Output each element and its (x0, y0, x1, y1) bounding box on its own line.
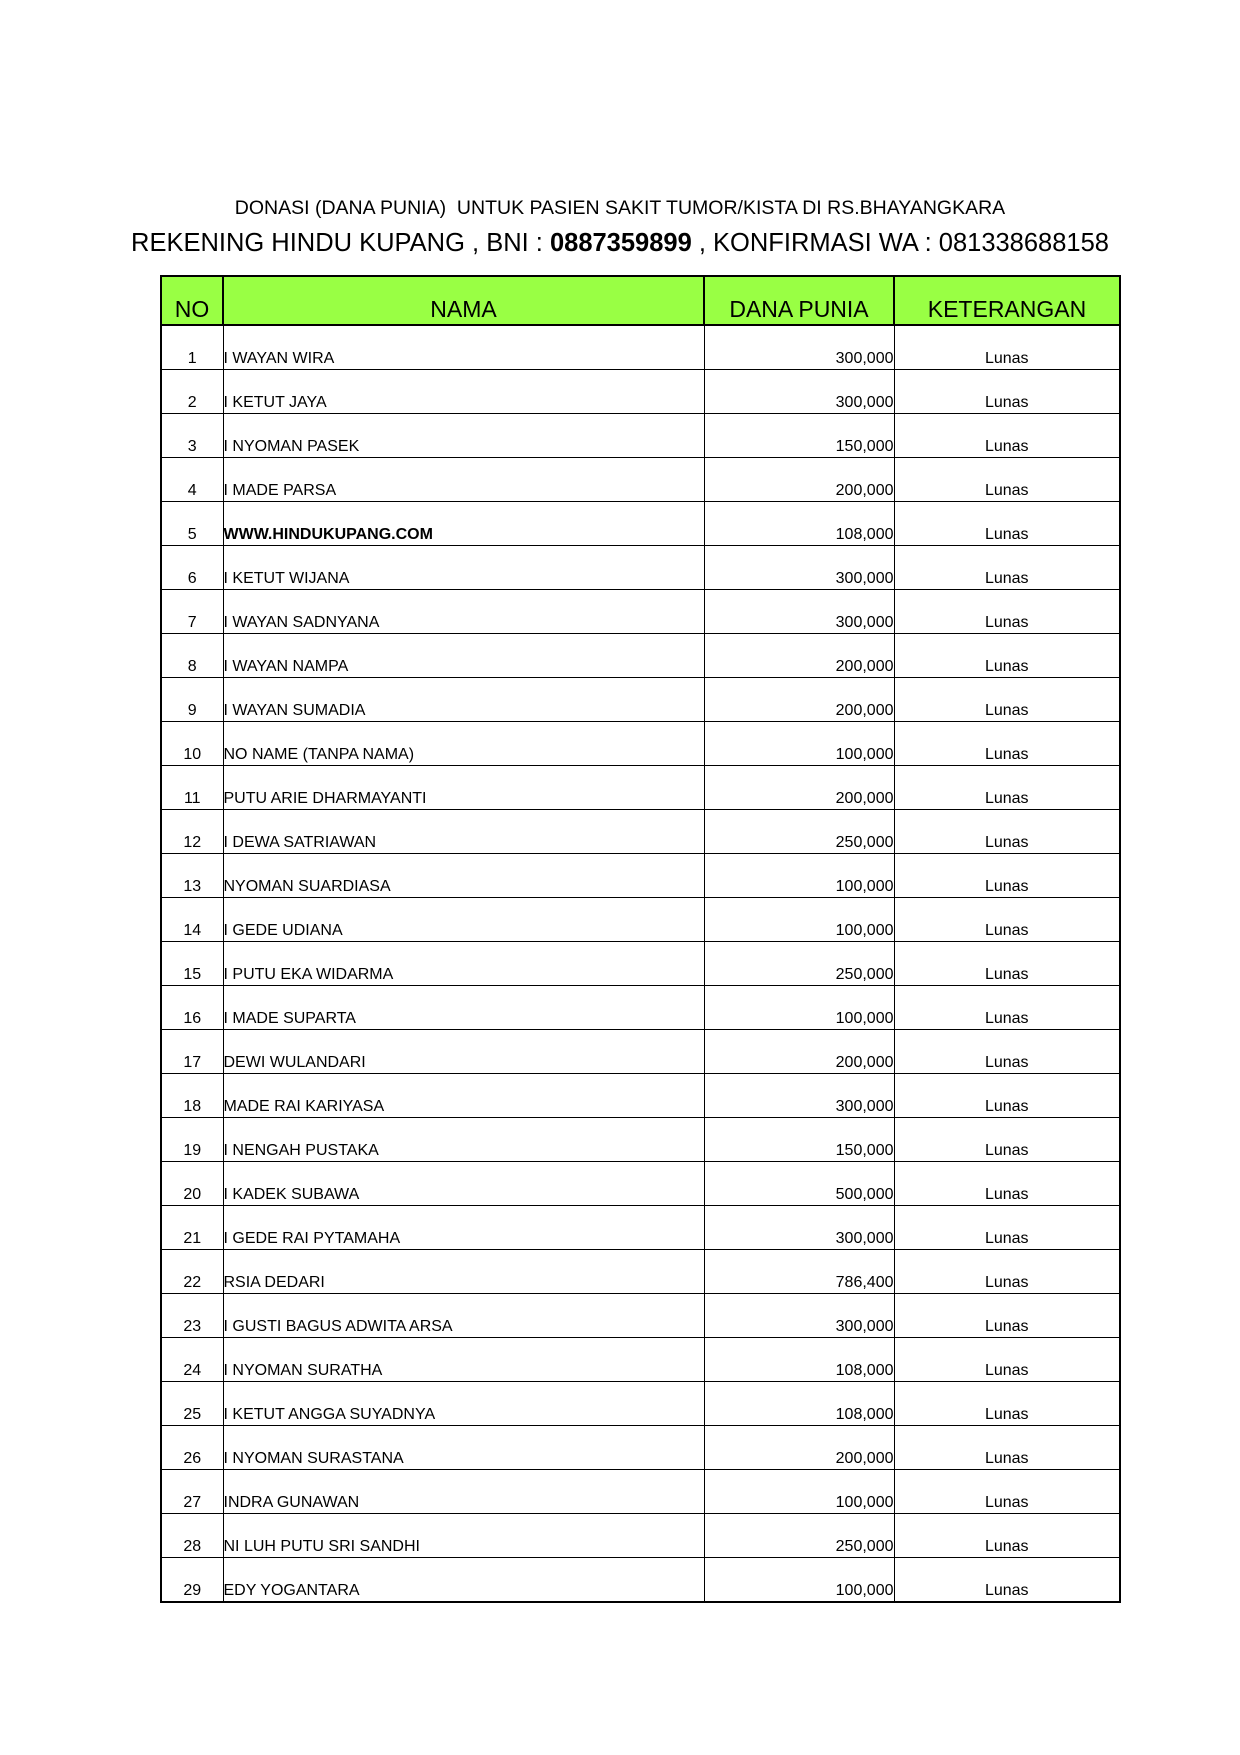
cell-keterangan: Lunas (894, 1206, 1120, 1250)
table-row (161, 810, 1120, 854)
table-header-row (161, 276, 1120, 325)
cell-keterangan: Lunas (894, 414, 1120, 458)
cell-dana-punia: 100,000 (704, 1558, 894, 1603)
cell-dana-punia: 200,000 (704, 678, 894, 722)
table-body (161, 325, 1120, 1602)
table-row (161, 1030, 1120, 1074)
cell-nama: I KETUT JAYA (223, 370, 704, 414)
cell-nama: DEWI WULANDARI (223, 1030, 704, 1074)
cell-dana-punia: 150,000 (704, 414, 894, 458)
cell-keterangan: Lunas (894, 766, 1120, 810)
cell-nama: RSIA DEDARI (223, 1250, 704, 1294)
cell-nama: I WAYAN WIRA (223, 325, 704, 370)
cell-no: 10 (161, 722, 223, 766)
cell-no: 6 (161, 546, 223, 590)
cell-dana-punia: 300,000 (704, 1294, 894, 1338)
table-row (161, 722, 1120, 766)
cell-dana-punia: 300,000 (704, 1074, 894, 1118)
table-row (161, 1558, 1120, 1603)
table-row (161, 634, 1120, 678)
cell-dana-punia: 100,000 (704, 1470, 894, 1514)
cell-no: 20 (161, 1162, 223, 1206)
cell-no: 24 (161, 1338, 223, 1382)
cell-keterangan: Lunas (894, 1030, 1120, 1074)
cell-nama: I NYOMAN SURATHA (223, 1338, 704, 1382)
cell-dana-punia: 300,000 (704, 1206, 894, 1250)
table-row (161, 898, 1120, 942)
cell-nama: INDRA GUNAWAN (223, 1470, 704, 1514)
cell-no: 1 (161, 325, 223, 370)
table-row (161, 325, 1120, 370)
table-row (161, 1426, 1120, 1470)
cell-dana-punia: 100,000 (704, 854, 894, 898)
cell-nama: WWW.HINDUKUPANG.COM (223, 502, 704, 546)
cell-no: 26 (161, 1426, 223, 1470)
cell-nama: I NYOMAN PASEK (223, 414, 704, 458)
table-row (161, 766, 1120, 810)
cell-no: 17 (161, 1030, 223, 1074)
table-row (161, 1338, 1120, 1382)
cell-dana-punia: 100,000 (704, 898, 894, 942)
cell-dana-punia: 150,000 (704, 1118, 894, 1162)
cell-keterangan: Lunas (894, 1470, 1120, 1514)
cell-keterangan: Lunas (894, 678, 1120, 722)
cell-keterangan: Lunas (894, 370, 1120, 414)
cell-dana-punia: 250,000 (704, 1514, 894, 1558)
table-row (161, 1514, 1120, 1558)
cell-dana-punia: 300,000 (704, 370, 894, 414)
cell-nama: I GEDE UDIANA (223, 898, 704, 942)
cell-keterangan: Lunas (894, 325, 1120, 370)
cell-keterangan: Lunas (894, 1074, 1120, 1118)
cell-nama: I KETUT WIJANA (223, 546, 704, 590)
cell-nama: PUTU ARIE DHARMAYANTI (223, 766, 704, 810)
table-row (161, 678, 1120, 722)
cell-nama: I NENGAH PUSTAKA (223, 1118, 704, 1162)
cell-keterangan: Lunas (894, 854, 1120, 898)
cell-nama: I WAYAN NAMPA (223, 634, 704, 678)
cell-keterangan: Lunas (894, 1514, 1120, 1558)
cell-no: 22 (161, 1250, 223, 1294)
cell-no: 16 (161, 986, 223, 1030)
table-row (161, 1382, 1120, 1426)
cell-dana-punia: 300,000 (704, 546, 894, 590)
cell-no: 11 (161, 766, 223, 810)
cell-keterangan: Lunas (894, 458, 1120, 502)
cell-no: 29 (161, 1558, 223, 1603)
account-info-line (0, 227, 1240, 259)
cell-keterangan: Lunas (894, 898, 1120, 942)
account-info-suffix: , KONFIRMASI WA : 081338688158 (691, 229, 1109, 257)
cell-dana-punia: 200,000 (704, 458, 894, 502)
cell-keterangan: Lunas (894, 1294, 1120, 1338)
cell-nama: I MADE PARSA (223, 458, 704, 502)
cell-keterangan: Lunas (894, 1382, 1120, 1426)
cell-dana-punia: 108,000 (704, 502, 894, 546)
table-row (161, 502, 1120, 546)
cell-nama: I KADEK SUBAWA (223, 1162, 704, 1206)
cell-no: 14 (161, 898, 223, 942)
cell-no: 19 (161, 1118, 223, 1162)
cell-no: 5 (161, 502, 223, 546)
cell-nama: I KETUT ANGGA SUYADNYA (223, 1382, 704, 1426)
cell-no: 3 (161, 414, 223, 458)
column-header-keterangan: KETERANGAN (894, 276, 1120, 325)
cell-dana-punia: 786,400 (704, 1250, 894, 1294)
cell-keterangan: Lunas (894, 502, 1120, 546)
table-row (161, 458, 1120, 502)
column-header-nama: NAMA (223, 276, 704, 325)
cell-no: 23 (161, 1294, 223, 1338)
cell-keterangan: Lunas (894, 1118, 1120, 1162)
cell-keterangan: Lunas (894, 810, 1120, 854)
account-info-prefix: REKENING HINDU KUPANG , BNI : (131, 229, 550, 257)
cell-no: 27 (161, 1470, 223, 1514)
cell-dana-punia: 500,000 (704, 1162, 894, 1206)
cell-dana-punia: 200,000 (704, 1030, 894, 1074)
cell-nama: I DEWA SATRIAWAN (223, 810, 704, 854)
bank-account-number: 0887359899 (549, 229, 692, 257)
cell-no: 4 (161, 458, 223, 502)
cell-nama: MADE RAI KARIYASA (223, 1074, 704, 1118)
cell-nama: NI LUH PUTU SRI SANDHI (223, 1514, 704, 1558)
cell-no: 9 (161, 678, 223, 722)
table-row (161, 1162, 1120, 1206)
cell-nama: I PUTU EKA WIDARMA (223, 942, 704, 986)
cell-no: 8 (161, 634, 223, 678)
cell-no: 15 (161, 942, 223, 986)
cell-keterangan: Lunas (894, 722, 1120, 766)
cell-dana-punia: 200,000 (704, 766, 894, 810)
cell-keterangan: Lunas (894, 590, 1120, 634)
cell-nama: I WAYAN SADNYANA (223, 590, 704, 634)
cell-no: 7 (161, 590, 223, 634)
column-header-dana-punia: DANA PUNIA (704, 276, 894, 325)
donation-table (160, 275, 1121, 1603)
cell-keterangan: Lunas (894, 942, 1120, 986)
cell-keterangan: Lunas (894, 1250, 1120, 1294)
cell-no: 21 (161, 1206, 223, 1250)
cell-keterangan: Lunas (894, 1162, 1120, 1206)
table-row (161, 546, 1120, 590)
cell-dana-punia: 200,000 (704, 634, 894, 678)
cell-nama: NYOMAN SUARDIASA (223, 854, 704, 898)
cell-nama: I WAYAN SUMADIA (223, 678, 704, 722)
cell-keterangan: Lunas (894, 1338, 1120, 1382)
table-row (161, 370, 1120, 414)
cell-no: 25 (161, 1382, 223, 1426)
table-row (161, 414, 1120, 458)
table-row (161, 1294, 1120, 1338)
cell-nama: I NYOMAN SURASTANA (223, 1426, 704, 1470)
cell-dana-punia: 200,000 (704, 1426, 894, 1470)
cell-no: 18 (161, 1074, 223, 1118)
cell-no: 13 (161, 854, 223, 898)
cell-dana-punia: 108,000 (704, 1338, 894, 1382)
cell-dana-punia: 250,000 (704, 810, 894, 854)
cell-dana-punia: 250,000 (704, 942, 894, 986)
table-row (161, 1118, 1120, 1162)
cell-no: 12 (161, 810, 223, 854)
table-row (161, 590, 1120, 634)
cell-keterangan: Lunas (894, 986, 1120, 1030)
cell-no: 2 (161, 370, 223, 414)
table-row (161, 1074, 1120, 1118)
cell-dana-punia: 300,000 (704, 325, 894, 370)
table-row (161, 1206, 1120, 1250)
cell-nama: I GEDE RAI PYTAMAHA (223, 1206, 704, 1250)
cell-dana-punia: 100,000 (704, 722, 894, 766)
cell-keterangan: Lunas (894, 634, 1120, 678)
cell-dana-punia: 300,000 (704, 590, 894, 634)
cell-keterangan: Lunas (894, 546, 1120, 590)
column-header-no: NO (161, 276, 223, 325)
cell-nama: I GUSTI BAGUS ADWITA ARSA (223, 1294, 704, 1338)
cell-nama: NO NAME (TANPA NAMA) (223, 722, 704, 766)
table-row (161, 986, 1120, 1030)
cell-dana-punia: 100,000 (704, 986, 894, 1030)
cell-nama: I MADE SUPARTA (223, 986, 704, 1030)
cell-dana-punia: 108,000 (704, 1382, 894, 1426)
document-title: DONASI (DANA PUNIA) UNTUK PASIEN SAKIT TUMOR/KISTA DI RS.BHAYANGKARA (234, 197, 1006, 219)
cell-nama: EDY YOGANTARA (223, 1558, 704, 1603)
table-row (161, 942, 1120, 986)
cell-keterangan: Lunas (894, 1426, 1120, 1470)
cell-keterangan: Lunas (894, 1558, 1120, 1603)
table-row (161, 1470, 1120, 1514)
cell-no: 28 (161, 1514, 223, 1558)
table-row (161, 854, 1120, 898)
table-row (161, 1250, 1120, 1294)
